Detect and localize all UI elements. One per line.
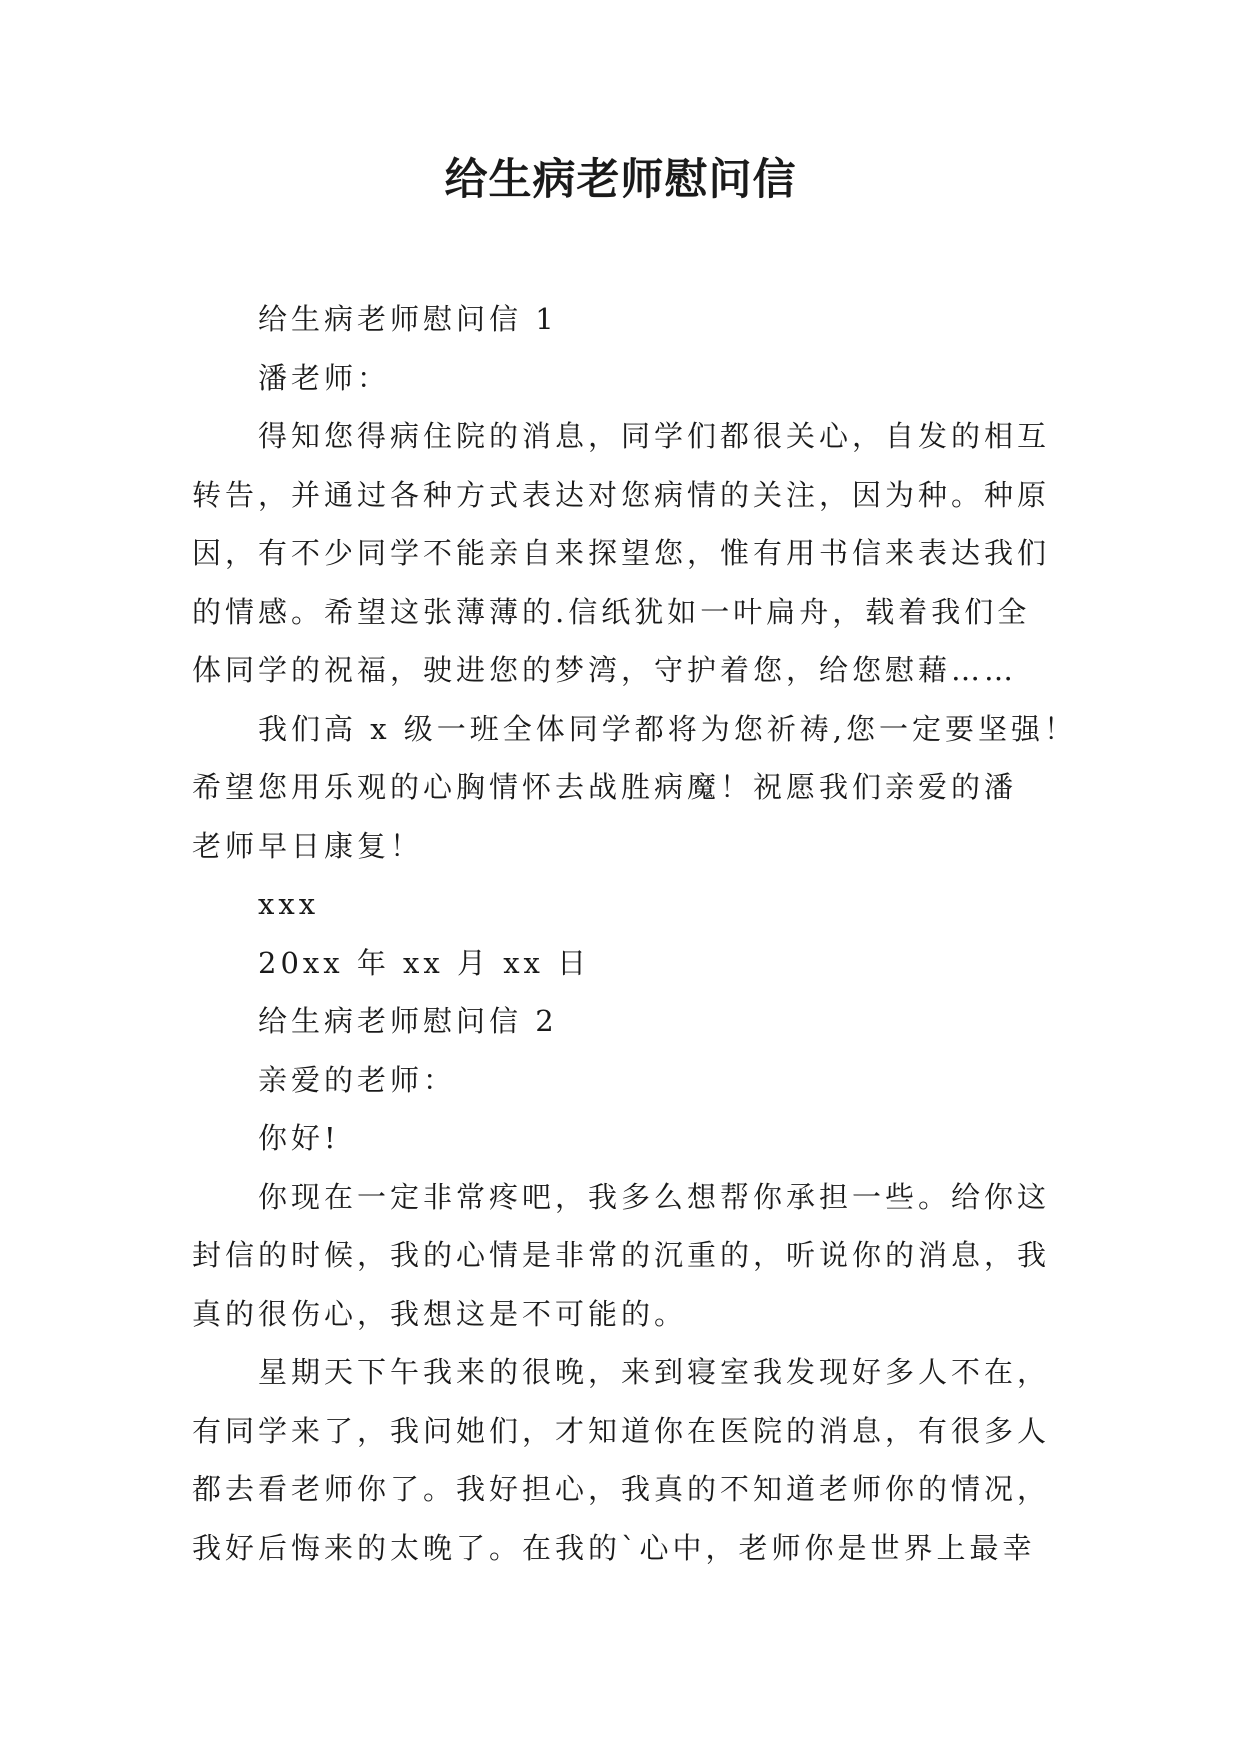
date-line: 20xx 年 xx 月 xx 日	[258, 945, 591, 980]
paragraph-line: 真的很伤心，我想这是不可能的。	[192, 1296, 688, 1331]
paragraph-line: 因，有不少同学不能亲自来探望您，惟有用书信来表达我们	[192, 536, 1051, 570]
document-body	[192, 290, 1078, 1577]
paragraph-line: 希望您用乐观的心胸情怀去战胜病魔！祝愿我们亲爱的潘	[192, 770, 1018, 804]
greeting: 你好!	[258, 1121, 340, 1155]
paragraph-line: 得知您得病住院的消息，同学们都很关心，自发的相互	[258, 419, 1051, 453]
paragraph-line: 我好后悔来的太晚了。在我的`心中，老师你是世界上最幸	[192, 1530, 1036, 1565]
paragraph-line: 转告，并通过各种方式表达对您病情的关注，因为种。种原	[192, 477, 1051, 512]
salutation: 亲爱的老师：	[258, 1062, 457, 1097]
paragraph-line: 有同学来了，我问她们，才知道你在医院的消息，有很多人	[192, 1413, 1051, 1448]
paragraph-line: 都去看老师你了。我好担心，我真的不知道老师你的情况，	[192, 1472, 1051, 1506]
paragraph-line: 老师早日康复！	[192, 828, 424, 863]
paragraph-line: 的情感。希望这张薄薄的.信纸犹如一叶扁舟，载着我们全	[192, 594, 1031, 629]
paragraph-line: 你现在一定非常疼吧，我多么想帮你承担一些。给你这	[258, 1179, 1051, 1214]
paragraph-line: 我们高 x 级一班全体同学都将为您祈祷,您一定要坚强！	[258, 711, 1078, 746]
paragraph-line: 星期天下午我来的很晚，来到寝室我发现好多人不在，	[258, 1355, 1051, 1389]
document-title: 给生病老师慰问信	[444, 155, 797, 205]
letter-heading: 给生病老师慰问信 1	[258, 302, 558, 336]
signature: xxx	[258, 887, 320, 921]
paragraph-line: 体同学的祝福，驶进您的梦湾，守护着您，给您慰藉……	[192, 653, 1018, 687]
salutation: 潘老师：	[258, 360, 391, 395]
letter-heading: 给生病老师慰问信 2	[258, 1004, 558, 1038]
paragraph-line: 封信的时候，我的心情是非常的沉重的，听说你的消息，我	[192, 1238, 1051, 1272]
